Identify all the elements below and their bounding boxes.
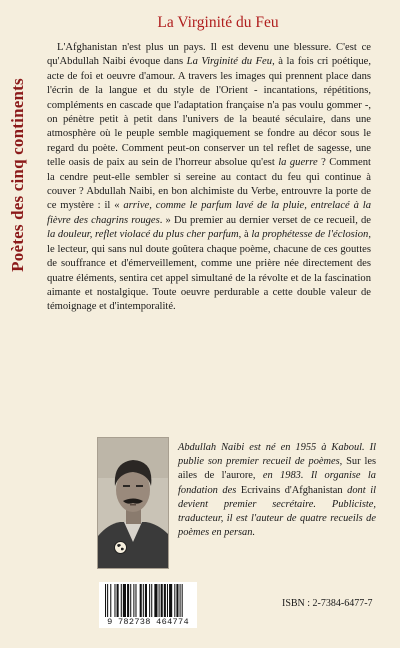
blurb-text-run: la douleur, reflet violacé du plus cher parfum: [47, 229, 239, 241]
back-cover-blurb: [47, 41, 371, 315]
spine-band: [0, 0, 36, 648]
blurb-text-run: la prophétesse de l'éclosion: [251, 229, 369, 241]
blurb-text-run: ? Comment la cendre peut-elle sembler si sereine au contact du feu qui continue à couver ? Abdullah Naibi, en bon alchimiste du Verbe, entrouvre la porte de ce mystère : il «: [47, 157, 371, 212]
blurb-text-run: , à: [238, 229, 252, 241]
barcode-digits: 9 782738 464774: [99, 617, 197, 627]
blurb-text-run: L'Afghanistan n'est plus un pays. Il est devenu une blessure. C'est ce qu'Abdullah Naibi évoque dans: [47, 42, 371, 68]
author-bio: [178, 441, 376, 540]
blurb-paragraph: [47, 41, 371, 315]
author-photo: [97, 437, 169, 569]
book-title: La Virginité du Feu: [157, 14, 279, 31]
isbn: ISBN : 2-7384-6477-7: [282, 598, 373, 609]
bio-text-run: en 1983. Il organise la fondation des: [178, 470, 376, 496]
bio-text-run: dont il devient premier secrétaire. Publiciste, traducteur, il est l'auteur de quatre recueils de poèmes en persan.: [178, 484, 376, 539]
publisher-globe-icon: [114, 541, 127, 554]
blurb-text-run: , le lecteur, qui sans nul doute goûtera chaque poème, chacune de ces gouttes de souffrance et d'émerveillement, comme une prière née directement des quatre éléments, sentira cet appel simultané de la révolte et de la fascination aimante et nostalgique. Toute oeuvre perdurable a cette double valeur de témoignage et d'intemporalité.: [47, 229, 371, 313]
bio-text-run: Sur les ailes de l'aurore,: [178, 456, 376, 482]
blurb-text-run: arrive, comme le parfum lavé de la pluie, entrelacé à la fièvre des chagrins rouges: [47, 200, 371, 226]
blurb-text-run: la guerre: [278, 157, 318, 169]
bio-text: [178, 442, 376, 538]
blurb-text-run: , à la fois cri poétique, acte de foi et oeuvre d'amour. A travers les images qui prennent place dans l'écrin de la langue et du style de l'Orient - incantations, répétitions, compléments en cascade que l'adaptation française n'a pas voulu gommer -, on pénètre petit à petit dans l'univers de la beauté séculaire, dans une atmosphère où le peuple semble magiquement se fondre au décor sous le regard du poète. Comment peut-on conserver un tel reflet de sagesse, une telle oasis de paix au sein de l'horreur absolue qu'est: [47, 56, 371, 169]
bio-text-run: Abdullah Naibi est né en 1955 à Kaboul. Il publie son premier recueil de poèmes,: [178, 442, 376, 468]
barcode: [99, 582, 197, 628]
blurb-text-run: . » Du premier au dernier verset de ce recueil, de: [159, 214, 371, 226]
bio-text-run: Ecrivains d'Afghanistan: [236, 484, 348, 496]
blurb-text-run: La Virginité du Feu: [186, 56, 273, 68]
series-title: Poètes des cinq continents: [8, 78, 27, 272]
